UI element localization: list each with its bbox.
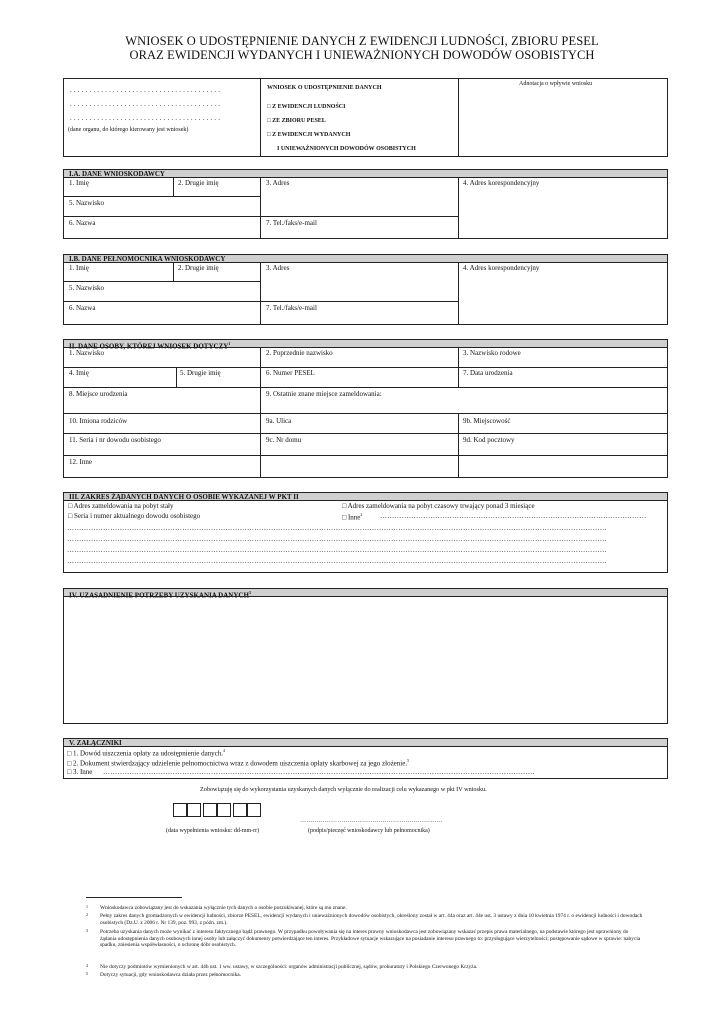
- ii-second-name-label[interactable]: 5. Drugie imię: [180, 369, 221, 377]
- ii-other-label[interactable]: 12. Inne: [69, 458, 92, 466]
- date-cell-6[interactable]: [247, 803, 261, 817]
- footnote-divider: [86, 897, 182, 898]
- section-ii-sup: 1: [228, 341, 231, 346]
- ii-street-label[interactable]: 9a. Ulica: [266, 417, 292, 425]
- iii-line-2[interactable]: ………………………………………………………………………………………………………………………………………………………………………………………………………: [67, 535, 607, 543]
- ia-corr-address-label[interactable]: 4. Adres korespondencyjny: [463, 179, 540, 187]
- attachment-2-label: □ 2. Dokument stwierdzający udzielenie pełnomocnictwa wraz z dowodem uiszczenia opłaty skarbowej za jego złożenie.: [67, 759, 408, 768]
- opt-other-dots[interactable]: …………………………………………………………………………………………………: [380, 512, 647, 520]
- ia-first-name-label[interactable]: 1. Imię: [69, 179, 89, 187]
- ib-first-name-label[interactable]: 1. Imię: [69, 264, 89, 272]
- option-id-registry-cont: I UNIEWAŻNIONYCH DOWODÓW OSOBISTYCH: [277, 146, 416, 152]
- request-title: WNIOSEK O UDOSTĘPNIENIE DANYCH: [267, 85, 382, 91]
- organ-dots-2: . . . . . . . . . . . . . . . . . . . . . . . . . . . . . . . . . . . . . . .: [70, 100, 221, 108]
- opt-temporary-address[interactable]: □ Adres zameldowania na pobyt czasowy trwający ponad 3 miesiące: [342, 502, 535, 510]
- ii-postal-code-label[interactable]: 9d. Kod pocztowy: [463, 436, 515, 444]
- iii-line-3[interactable]: ………………………………………………………………………………………………………………………………………………………………………………………………………: [67, 546, 607, 554]
- footnote-1-text: Wnioskodawca zobowiązany jest do wskazania wyłącznie tych danych o osobie poszukiwanej, które są mu znane.: [100, 905, 347, 911]
- section-iii-header: III. ZAKRES ŻĄDANYCH DANYCH O OSOBIE WYKAZANEJ W PKT II: [63, 492, 668, 501]
- attachment-3[interactable]: □ 3. Inne: [67, 768, 93, 776]
- date-cell-3[interactable]: [203, 803, 217, 817]
- ii-surname-label[interactable]: 1. Nazwisko: [69, 349, 104, 357]
- attachment-3-dots[interactable]: ………………………………………………………………………………………………………………………………………………………………: [103, 768, 535, 776]
- ii-parents-label[interactable]: 10. Imiona rodziców: [69, 417, 128, 425]
- document-title-line1: WNIOSEK O UDOSTĘPNIENIE DANYCH Z EWIDENCJI LUDNOŚCI, ZBIORU PESEL: [125, 34, 599, 48]
- opt-other[interactable]: [342, 512, 362, 521]
- footnote-2-num: 2: [86, 912, 88, 917]
- option-id-registry[interactable]: □ Z EWIDENCJI WYDANYCH: [267, 132, 351, 138]
- ib-company-label[interactable]: 6. Nazwa: [69, 304, 96, 312]
- ii-id-card-label[interactable]: 11. Seria i nr dowodu osobistego: [69, 436, 161, 444]
- section-ii-title: II. DANE OSOBY, KTÓREJ WNIOSEK DOTYCZY: [69, 342, 229, 351]
- attachment-2[interactable]: [67, 758, 409, 767]
- section-iv-title: IV. UZASADNIENIE POTRZEBY UZYSKANIA DANYCH: [69, 591, 249, 600]
- section-iv-sup: 3: [248, 590, 251, 595]
- section-ib-body: [63, 262, 668, 325]
- ia-second-name-label[interactable]: 2. Drugie imię: [178, 179, 219, 187]
- ib-corr-address-label[interactable]: 4. Adres korespondencyjny: [463, 264, 540, 272]
- ib-second-name-label[interactable]: 2. Drugie imię: [178, 264, 219, 272]
- footnote-1-num: 1: [86, 904, 88, 909]
- opt-permanent-address[interactable]: □ Adres zameldowania na pobyt stały: [68, 502, 174, 510]
- ii-pesel-label[interactable]: 6. Numer PESEL: [266, 369, 315, 377]
- ii-last-residence-label: 9. Ostatnie znane miejsce zameldowania:: [266, 390, 382, 398]
- ia-contact-label[interactable]: 7. Tel./faks/e-mail: [266, 219, 317, 227]
- ib-surname-label[interactable]: 5. Nazwisko: [69, 284, 104, 292]
- declaration-text: Zobowiązuję się do wykorzystania uzyskanych danych wyłącznie do realizacji celu wykazanego w pkt IV wniosku.: [200, 786, 487, 793]
- document-title-line2: ORAZ EWIDENCJI WYDANYCH I UNIEWAŻNIONYCH DOWODÓW OSOBISTYCH: [129, 48, 595, 62]
- ii-birth-date-label[interactable]: 7. Data urodzenia: [463, 369, 513, 377]
- section-ia-header: I.A. DANE WNIOSKODAWCY: [63, 169, 668, 178]
- section-v-header: V. ZAŁĄCZNIKI: [63, 738, 668, 747]
- attachment-1-sup: 4: [223, 748, 226, 753]
- date-cell-4[interactable]: [217, 803, 231, 817]
- footnote-4-num: 4: [86, 963, 88, 968]
- footnote-4-text: Nie dotyczy podmiotów wymienionych w art. 44h ust. 1 ww. ustawy, w szczególności: organów administracji publicznej, sądów, prokuratury i Polskiego Czerwonego Krzyża.: [100, 964, 478, 970]
- signature-dots[interactable]: ……………………………………………………………: [300, 818, 443, 824]
- ii-birth-place-label[interactable]: 8. Miejsce urodzenia: [69, 390, 128, 398]
- footnote-3-text: Potrzeba uzyskania danych może wynikać z interesu faktycznego bądź prawnego. W przypadku powoływania się na interes prawny wnioskodawca jest zobowiązany wskazać przepis prawa materialnego, na podstawie którego jest uprawniony do żądania udostępnienia danych osobowych innej osoby lub załączyć dokumenty potwierdzające ten interes. Przykładowe sytuacje wskazujące na posiadanie interesu prawnego to: przysługujące wierzytelności; postępowanie sądowe w sprawie: nabycia spadku, zniesienia współwłasności, o ochronę dóbr osobistych.: [100, 929, 641, 948]
- justification-area[interactable]: [63, 596, 668, 724]
- ii-house-no-label[interactable]: 9c. Nr domu: [266, 436, 302, 444]
- organ-dots-1: . . . . . . . . . . . . . . . . . . . . . . . . . . . . . . . . . . . . . . .: [70, 86, 221, 94]
- footnote-5-text: Dotyczy sytuacji, gdy wnioskodawca działa przez pełnomocnika.: [100, 972, 242, 978]
- ii-town-label[interactable]: 9b. Miejscowość: [463, 417, 511, 425]
- ii-prev-surname-label[interactable]: 2. Poprzednie nazwisko: [266, 349, 333, 357]
- ii-first-name-label[interactable]: 4. Imię: [69, 369, 89, 377]
- attachment-1-label: □ 1. Dowód uiszczenia opłaty za udostępnienie danych.: [67, 749, 224, 758]
- ii-family-name-label[interactable]: 3. Nazwisko rodowe: [463, 349, 521, 357]
- date-cell-5[interactable]: [233, 803, 247, 817]
- organ-caption: (dane organu, do którego kierowany jest wniosek): [68, 127, 189, 133]
- annotation-label: Adnotacja o wpływie wniosku: [519, 81, 593, 87]
- attachment-2-sup: 5: [407, 758, 410, 763]
- date-cell-1[interactable]: [173, 803, 187, 817]
- organ-dots-3: . . . . . . . . . . . . . . . . . . . . . . . . . . . . . . . . . . . . . . .: [70, 114, 221, 122]
- ia-surname-label[interactable]: 5. Nazwisko: [69, 199, 104, 207]
- opt-other-sup: 2: [360, 512, 363, 517]
- section-ib-header: I.B. DANE PEŁNOMOCNIKA WNIOSKODAWCY: [63, 254, 668, 263]
- ia-company-label[interactable]: 6. Nazwa: [69, 219, 96, 227]
- iii-line-4[interactable]: ………………………………………………………………………………………………………………………………………………………………………………………………………: [67, 557, 607, 565]
- footnote-3-num: 3: [86, 928, 88, 933]
- ib-address-label[interactable]: 3. Adres: [266, 264, 290, 272]
- date-caption: (data wypełnienia wniosku: dd-mm-rr): [166, 828, 260, 834]
- attachment-1[interactable]: [67, 748, 225, 757]
- footnote-5-num: 5: [86, 971, 88, 976]
- signature-caption: (podpis/pieczęć wnioskodawcy lub pełnomocnika): [308, 828, 430, 834]
- option-pesel-registry[interactable]: □ ZE ZBIORU PESEL: [267, 118, 326, 124]
- date-cell-2[interactable]: [187, 803, 201, 817]
- ia-address-label[interactable]: 3. Adres: [266, 179, 290, 187]
- footnote-2-text: Pełny zakres danych gromadzonych w ewidencji ludności, zbiorze PESEL, ewidencji wydanych i unieważnionych dowodów osobistych, określony został w art. 44a oraz art. 44e ust. 3 ustawy z dnia 10 kwietnia 1974 r. o ewidencji ludności i dowodach osobistych (Dz.U. z 2006 r. Nr 139, poz. 993, z późn. zm.).: [100, 913, 643, 926]
- opt-other-label: □ Inne: [342, 513, 361, 522]
- opt-id-card[interactable]: □ Seria i numer aktualnego dowodu osobistego: [68, 512, 201, 520]
- iii-line-1[interactable]: ………………………………………………………………………………………………………………………………………………………………………………………………………: [67, 524, 607, 532]
- section-ia-body: [63, 177, 668, 239]
- ib-contact-label[interactable]: 7. Tel./faks/e-mail: [266, 304, 317, 312]
- option-population-registry[interactable]: □ Z EWIDENCJI LUDNOŚCI: [267, 104, 346, 110]
